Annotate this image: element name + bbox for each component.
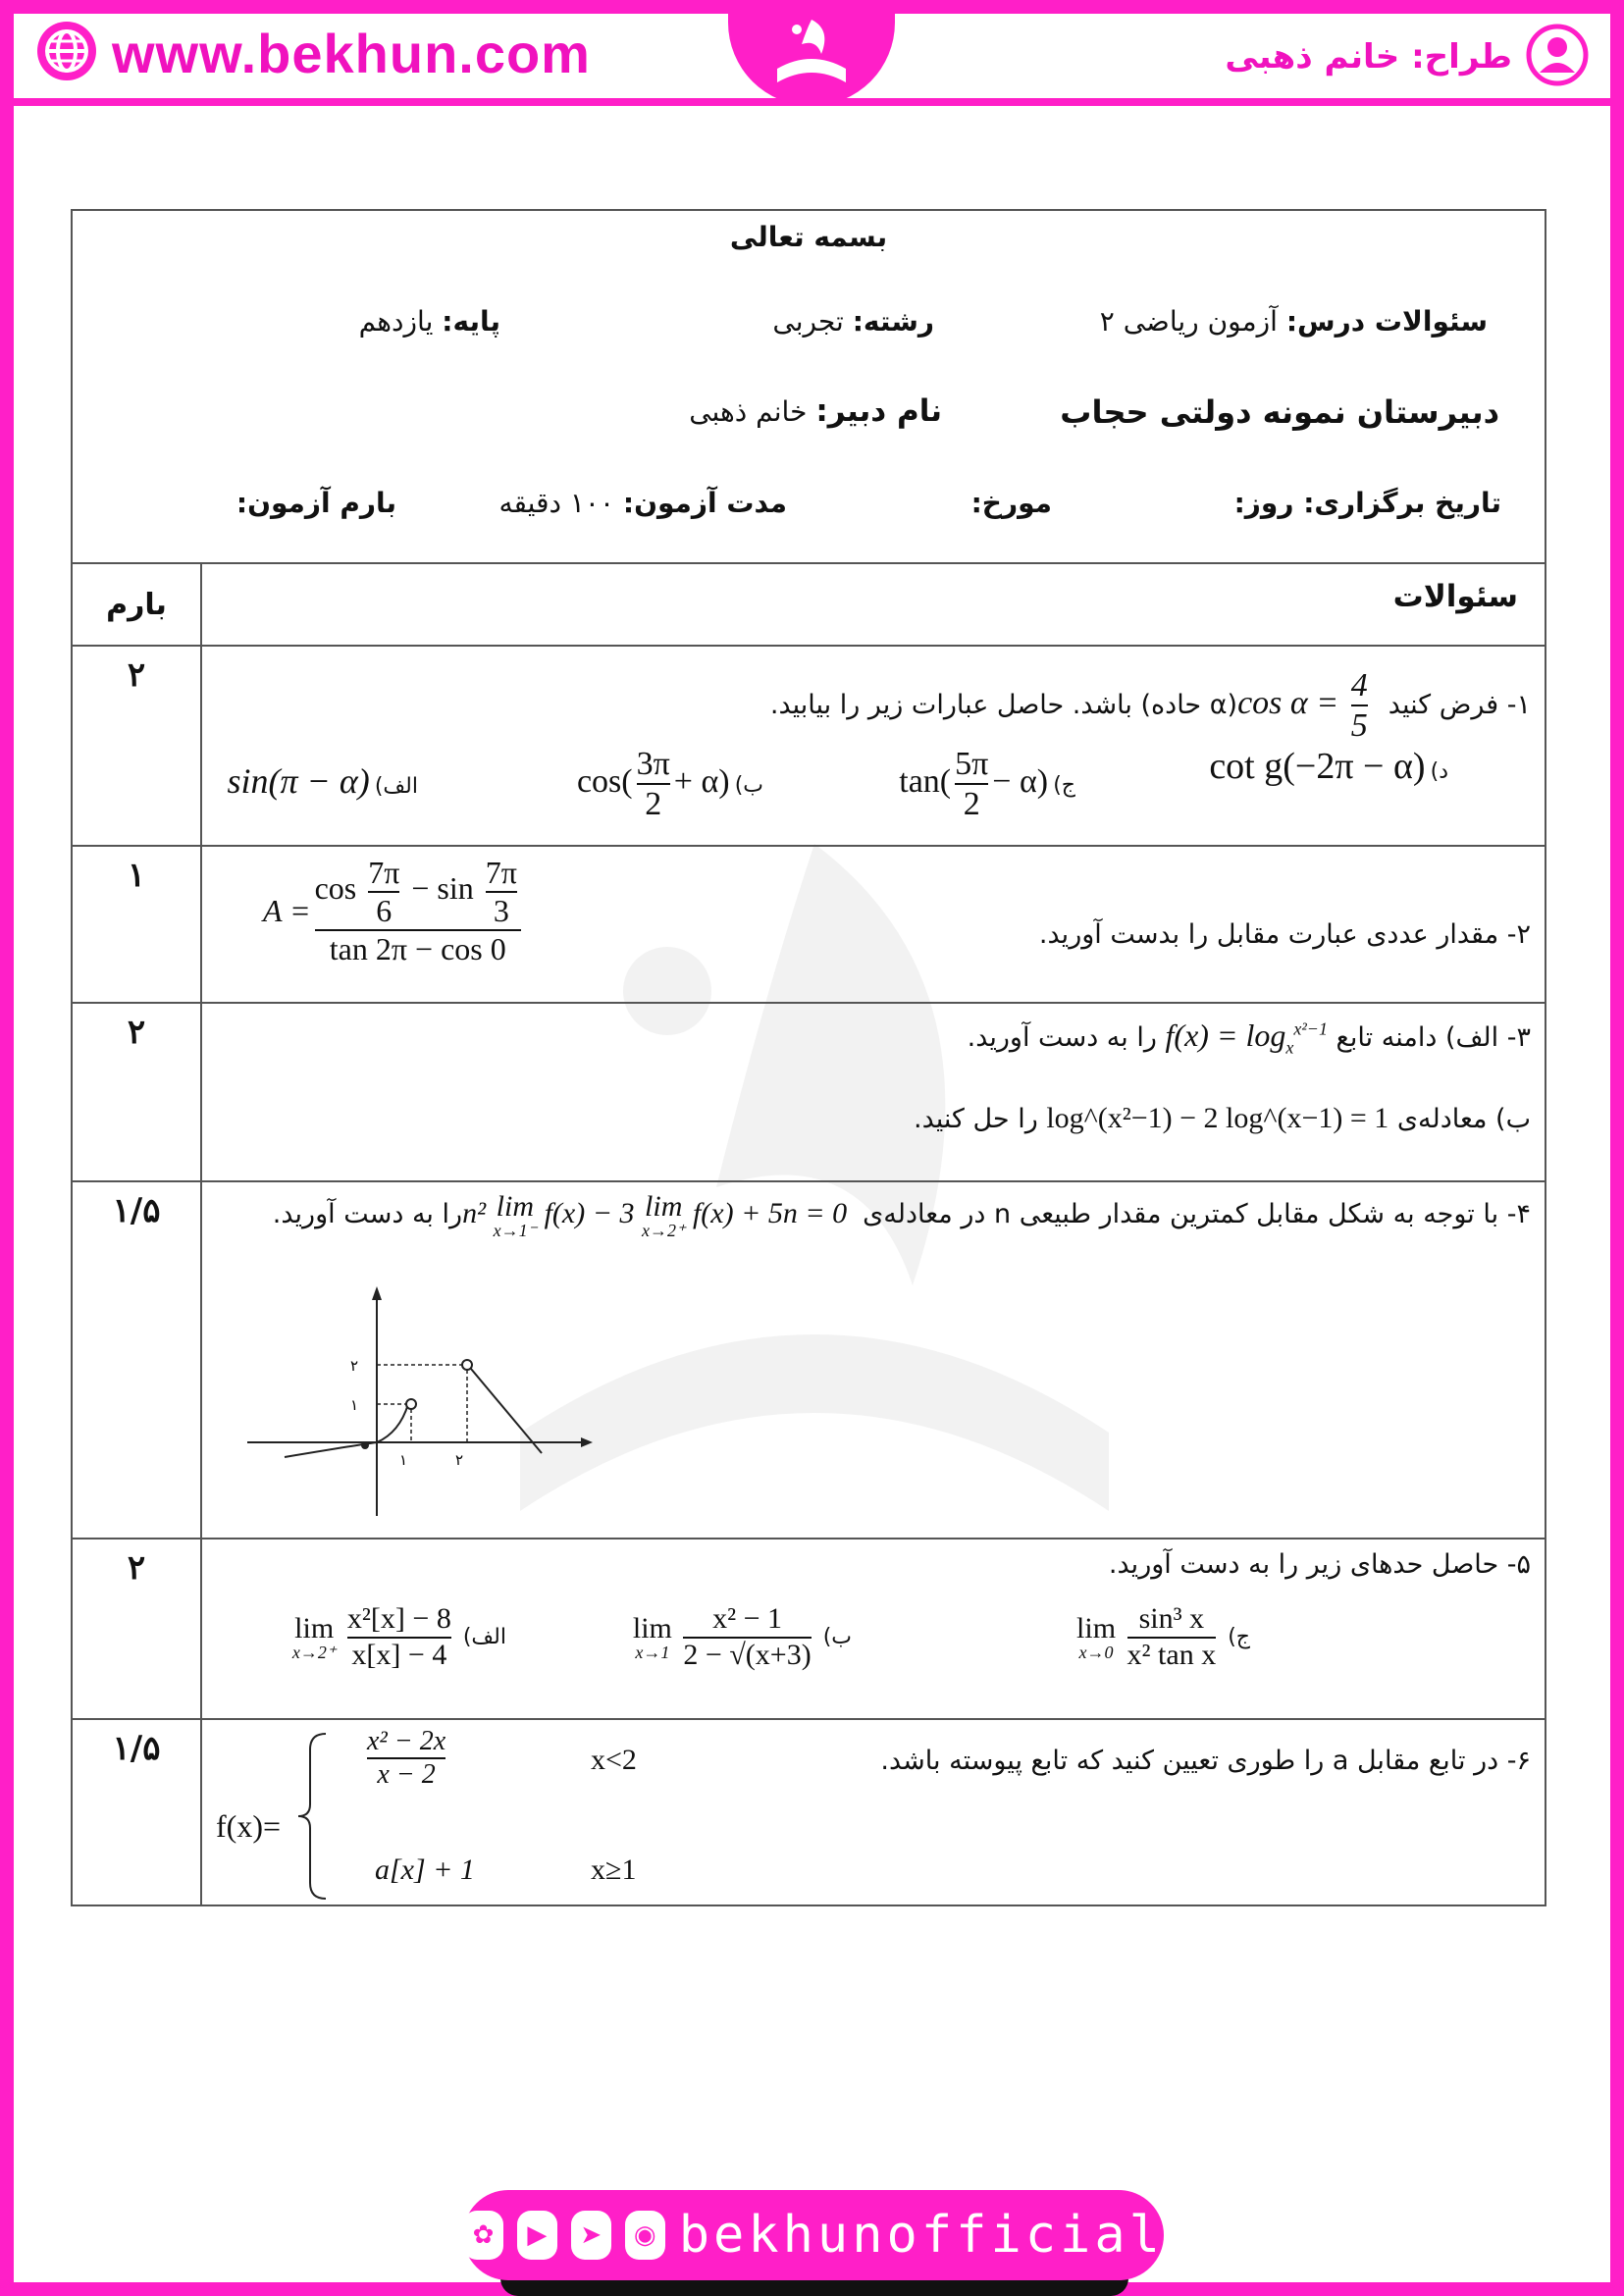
- question-6: [201, 1719, 1545, 1905]
- question-1-part-d: د) cot g(−2π − α): [1209, 746, 1448, 787]
- designer-name: طراح: خانم ذهبی: [1225, 37, 1512, 77]
- question-4-graph: [247, 1280, 601, 1526]
- site-url: www.bekhun.com: [112, 22, 591, 84]
- closed-point: [361, 1441, 369, 1449]
- globe-icon: [35, 20, 98, 86]
- question-1-part-a: الف) sin(π − α): [227, 761, 418, 801]
- questions-header: سئوالات: [1392, 579, 1518, 614]
- tick-x1: ۱: [398, 1451, 407, 1469]
- tick-y1: ۱: [349, 1396, 358, 1414]
- question-5-part-b: ب) lim x→1 $\frac{\text{x² − 1}}{2 - √(x+3)}$: [632, 1602, 852, 1671]
- exam-header: [72, 210, 1545, 563]
- question-3-part-b: ب) معادله‌ی log^(x²−1) − 2 log^(x−1) = 1 را حل کنید.: [913, 1102, 1531, 1134]
- app-icon[interactable]: ✿: [463, 2211, 503, 2260]
- question-4: [201, 1181, 1545, 1539]
- teacher-info: نام دبیر: خانم ذهبی: [689, 393, 942, 429]
- basmala: بسمه تعالی: [729, 221, 888, 253]
- piecewise-fx: f(x)=: [216, 1808, 282, 1844]
- question-1-score: ۲: [72, 646, 201, 846]
- case-2-condition: x≥1: [591, 1853, 637, 1886]
- case-2-expression: a[x] + 1: [375, 1853, 475, 1886]
- question-3-part-a: ۳- الف) دامنه تابع $f(x) = \log_x^{x^2-1}$ را به دست آورید.: [967, 1018, 1531, 1058]
- questions-header-cell: [201, 563, 1545, 646]
- tick-x2: ۲: [454, 1451, 463, 1469]
- question-2-text: ۲- مقدار عددی عبارت مقابل را بدست آورید.: [1038, 919, 1531, 950]
- question-1-part-b: ب) cos( $\frac{3\pi}{2}$ + α): [576, 746, 763, 823]
- question-3: [201, 1003, 1545, 1181]
- total-score-label: بارم آزمون:: [236, 487, 396, 519]
- site-link[interactable]: [35, 20, 591, 86]
- question-5-part-c: ج) lim x→0 $\frac{\text{sin³ x}}{\text{x² tan x}}$: [1076, 1602, 1250, 1671]
- piecewise-brace-icon: [292, 1730, 332, 1903]
- duration-info: مدت آزمون: ۱۰۰ دقیقه: [498, 487, 787, 519]
- question-1-stem: ۱- فرض کنید cos α = $\frac{4}{5}$ (α حاده) باشد. حاصل عبارات زیر را بیابید.: [769, 667, 1531, 745]
- question-5-text: ۵- حاصل حدهای زیر را به دست آورید.: [1108, 1549, 1531, 1580]
- telegram-icon[interactable]: ➤: [571, 2211, 611, 2260]
- question-4-stem: ۴- با توجه به شکل مقابل کمترین مقدار طبیعی n در معادله‌ی n² lim x→1⁻ f(x) − 3 lim x→2⁺ f(x) + 5n = 0 را به دست آورید.: [272, 1190, 1531, 1240]
- question-1-part-c: ج) tan( $\frac{5\pi}{2}$ − α): [899, 746, 1075, 823]
- question-5-score: ۲: [72, 1539, 201, 1719]
- x-axis-arrow-icon: [581, 1437, 593, 1447]
- exam-table: [71, 209, 1546, 1906]
- question-6-text: ۶- در تابع مقابل a را طوری تعیین کنید که تابع پیوسته باشد.: [880, 1746, 1531, 1776]
- open-point-1: [406, 1399, 416, 1409]
- user-icon: [1526, 24, 1589, 90]
- question-3-score: ۲: [72, 1003, 201, 1181]
- score-header: بارم: [72, 563, 201, 646]
- field-info: رشته: تجربی: [772, 305, 934, 338]
- question-5: [201, 1539, 1545, 1719]
- curve-left: [285, 1404, 408, 1457]
- open-point-2: [462, 1360, 472, 1370]
- question-5-part-a: الف) lim x→2⁺ $\frac{\text{x²[x] − 8}}{x[x] - 4}$: [291, 1602, 506, 1671]
- case-1-condition: x<2: [591, 1744, 637, 1776]
- question-2-score: ۱: [72, 846, 201, 1003]
- tick-y2: ۲: [349, 1357, 358, 1375]
- line-right: [471, 1369, 542, 1453]
- question-1: [201, 646, 1545, 846]
- dated-label: مورخ:: [970, 487, 1052, 519]
- social-handle: bekhunofficial: [678, 2206, 1164, 2265]
- question-4-score: ۱/۵: [72, 1181, 201, 1539]
- y-axis-arrow-icon: [372, 1286, 382, 1300]
- footer-shadow: [500, 2278, 1128, 2296]
- social-footer[interactable]: [463, 2190, 1164, 2280]
- case-1-expression: $\frac{\text{x² − 2x}}{x - 2}$: [367, 1726, 446, 1791]
- school-name: دبیرستان نمونه دولتی حجاب: [1060, 393, 1499, 431]
- course-info: سئوالات درس: آزمون ریاضی ۲: [1099, 305, 1488, 338]
- instagram-icon[interactable]: ◉: [625, 2211, 665, 2260]
- book-logo-icon: [728, 0, 895, 106]
- top-bar: [14, 14, 1610, 106]
- youtube-icon[interactable]: ▶: [517, 2211, 557, 2260]
- question-6-score: ۱/۵: [72, 1719, 201, 1905]
- question-2-expression: A = cos $\frac{7\pi}{6}$ − sin $\frac{7\pi}{3}$ tan 2π − cos 0: [263, 855, 525, 966]
- designer-credit: [1225, 24, 1589, 90]
- date-label: تاریخ برگزاری: روز:: [1233, 487, 1501, 519]
- question-2: [201, 846, 1545, 1003]
- grade-info: پایه: یازدهم: [358, 305, 500, 338]
